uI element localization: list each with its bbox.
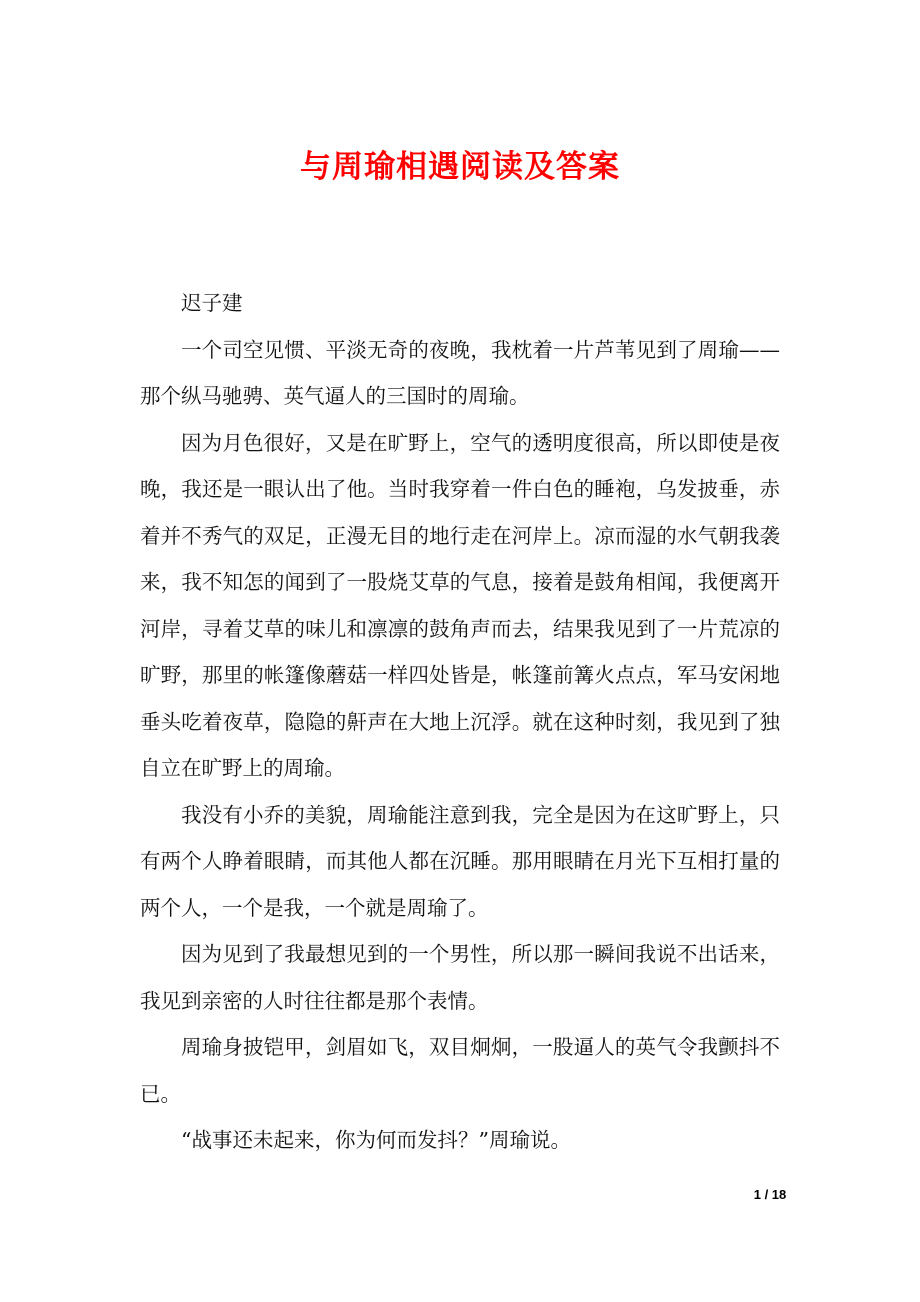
paragraph-5: 周瑜身披铠甲，剑眉如飞，双目炯炯，一股逼人的英气令我颤抖不已。 <box>140 1035 780 1106</box>
paragraph-2: 因为月色很好，又是在旷野上，空气的透明度很高，所以即使是夜晚，我还是一眼认出了他。当时我穿着一件白色的睡袍，乌发披垂，赤着并不秀气的双足，正漫无目的地行走在河岸上。凉而湿的水气朝我袭来，我不知怎的闻到了一股烧艾草的气息，接着是鼓角相闻，我便离开河岸，寻着艾草的味儿和凛凛的鼓角声而去，结果我见到了一片荒凉的旷野，那里的帐篷像蘑菇一样四处皆是，帐篷前篝火点点，军马安闲地垂头吃着夜草，隐隐的鼾声在大地上沉浮。就在这种时刻，我见到了独自立在旷野上的周瑜。 <box>140 430 780 780</box>
paragraph-4: 因为见到了我最想见到的一个男性，所以那一瞬间我说不出话来，我见到亲密的人时往往都是那个表情。 <box>140 942 780 1013</box>
paragraph-3: 我没有小乔的美貌，周瑜能注意到我，完全是因为在这旷野上，只有两个人睁着眼睛，而其他人都在沉睡。那用眼睛在月光下互相打量的两个人，一个是我，一个就是周瑜了。 <box>140 802 780 920</box>
paragraph-1: 一个司空见惯、平淡无奇的夜晚，我枕着一片芦苇见到了周瑜——那个纵马驰骋、英气逼人的三国时的周瑜。 <box>140 337 780 408</box>
document-body <box>140 280 780 1164</box>
page-number: 1 / 18 <box>753 1187 787 1202</box>
document-title: 与周瑜相遇阅读及答案 <box>300 149 620 185</box>
author-line: 迟子建 <box>181 291 243 315</box>
paragraph-6: “战事还未起来，你为何而发抖？”周瑜说。 <box>181 1128 571 1152</box>
